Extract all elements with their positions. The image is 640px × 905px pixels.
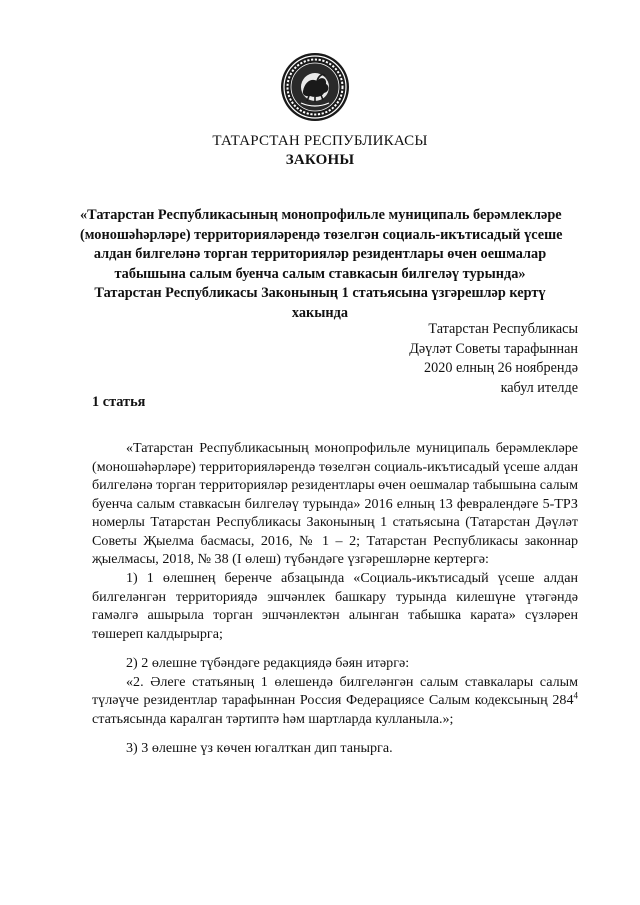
- title-line: «Татарстан Республикасының монопрофильле муниципаль берәмлекләре: [80, 207, 562, 223]
- quote-superscript: 4: [573, 690, 578, 701]
- adoption-line: Дәүләт Советы тарафыннан: [409, 340, 578, 357]
- adoption-block: [409, 320, 578, 398]
- amendment-item-3: 3) 3 өлешне үз көчен югалткан дип танырга.: [126, 740, 393, 756]
- article-intro-paragraph: «Татарстан Республикасының монопрофильле муниципаль берәмлекләре (моношәһәрләре) территорияләрендә төзелгән социаль-икътисадый үсеше алдан билгеләнә торган территорияләр резидентлары өчен оешмалар табышына салым буенча салым ставкасын билгеләү турында» 2016 елның 13 февралендәге 5-ТРЗ номерлы Татарстан Республикасы Законының 1 статьясына (Татарстан Дәүләт Советы Җыелма басмасы, 2016, № 1 – 2; Татарстан Республикасы законнар җыелмасы, 2018, № 38 (I өлеш) түбәндәге үзгәрешләрне кертергә:: [92, 440, 579, 567]
- amendment-item-2-quote: [92, 673, 578, 729]
- title-line: хакында: [291, 304, 349, 321]
- adoption-line: кабул ителде: [500, 379, 578, 396]
- title-line: табышына салым буенча салым ставкасын билгеләү турында»: [114, 265, 526, 282]
- law-heading: ЗАКОНЫ: [285, 152, 355, 168]
- quote-text: «2. Әлеге статьяның 1 өлешендә билгеләнгән салым ставкалары салым түләүче резидентлар тарафыннан Россия Федерациясе Салым кодексының 284: [92, 673, 578, 708]
- title-line: Татарстан Республикасы Законының 1 статьясына үзгәрешләр кертү: [94, 285, 546, 302]
- adoption-line: Татарстан Республикасы: [428, 321, 578, 337]
- republic-heading: ТАТАРСТАН РЕСПУБЛИКАСЫ: [212, 133, 428, 149]
- amendment-item-2: [92, 654, 578, 728]
- amendment-item-1: 1) 1 өлешнең беренче абзацында «Социаль-икътисадый үсеше алдан билгеләнгән территориядә эшчәнлек башкару турында килешүне үтәгәндә гамәлгә ашырыла торган эшчәнлектән алынган табышка карата» сүзләрен төшереп калдырырга;: [92, 570, 578, 642]
- title-line: (моношәһәрләре) территорияләрендә төзелгән социаль-икътисадый үсеше: [80, 226, 563, 243]
- quote-text-end: статьясында каралган тәртиптә һәм шартларда кулланыла.»;: [92, 710, 454, 727]
- title-line: алдан билгеләнә торган территорияләр резидентлары өчен оешмалар: [93, 246, 547, 263]
- tatarstan-coat-of-arms-icon: [279, 51, 351, 123]
- amendment-item-2-lead: 2) 2 өлешне түбәндәге редакциядә бәян итәргә:: [126, 655, 410, 671]
- adoption-line: 2020 елның 26 ноябрендә: [424, 360, 578, 376]
- article-heading: 1 статья: [92, 394, 146, 410]
- law-title: [80, 206, 563, 324]
